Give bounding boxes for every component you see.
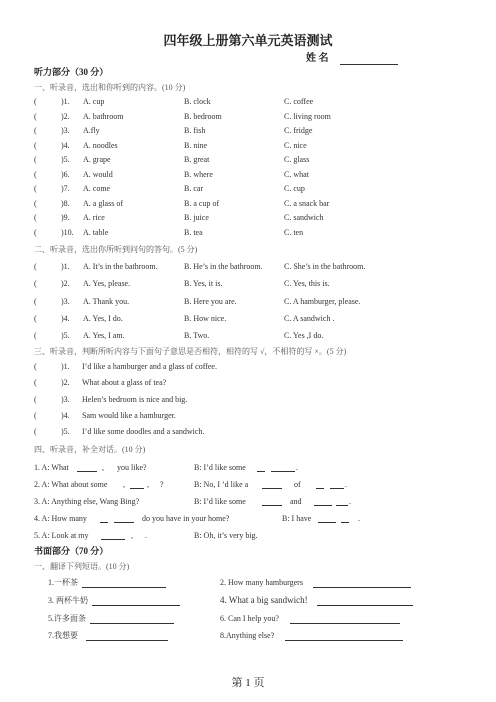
option-b: B. Here you are. xyxy=(184,296,237,306)
blank[interactable] xyxy=(114,522,134,523)
blank[interactable] xyxy=(271,471,295,472)
option-c: C. glass xyxy=(284,155,310,164)
statement-text: I’d like some doodles and a sandwich. xyxy=(82,427,205,437)
answer-bracket[interactable]: ( xyxy=(34,111,37,121)
option-b: B. a cup of xyxy=(184,198,220,208)
answer-bracket[interactable]: ( xyxy=(34,410,37,420)
translate-item-8: 8.Anything else? xyxy=(220,631,275,640)
option-a: A. would xyxy=(83,169,113,179)
answer-bracket[interactable]: ( xyxy=(34,331,37,341)
question-number: )5. xyxy=(61,331,70,341)
option-c: C. A sandwich . xyxy=(284,313,335,323)
option-a: A. noodles xyxy=(83,140,118,150)
blank[interactable] xyxy=(101,539,125,540)
question-number: )4. xyxy=(61,140,70,150)
option-b: B. bedroom xyxy=(184,111,222,121)
option-c: C. fridge xyxy=(284,126,313,135)
option-c: C. She’s in the bathroom. xyxy=(284,262,366,271)
option-b: B. nine xyxy=(184,140,208,150)
part4-instruction: 四、听录音，补全对话。(10 分) xyxy=(34,445,146,454)
question-number: )5. xyxy=(61,427,70,437)
translate-item-2: 2. How many hamburgers xyxy=(220,578,303,587)
option-a: A. grape xyxy=(83,155,111,164)
blank[interactable] xyxy=(341,522,349,523)
option-c: C. a snack bar xyxy=(284,198,330,208)
page-number: 第 1 页 xyxy=(231,677,265,689)
option-c: C. coffee xyxy=(284,97,314,106)
question-number: )1. xyxy=(61,262,70,271)
option-a: A. Yes, I do. xyxy=(83,313,123,323)
answer-bracket[interactable]: ( xyxy=(34,140,37,150)
option-b: B. Yes, it is. xyxy=(184,279,223,289)
option-b: B. How nice. xyxy=(184,313,227,323)
question-number: )1. xyxy=(61,362,70,371)
blank[interactable] xyxy=(336,505,348,506)
statement-text: Helen’s bedroom is nice and big. xyxy=(82,394,188,404)
question-number: )2. xyxy=(61,378,70,388)
answer-bracket[interactable]: ( xyxy=(34,394,37,404)
translate-item-5: 5.许多面条 xyxy=(48,614,86,623)
option-b: B. clock xyxy=(184,97,211,106)
option-a: A. Thank you. xyxy=(83,296,130,306)
answer-bracket[interactable]: ( xyxy=(34,97,37,106)
translate-item-7: 7.我想要 xyxy=(48,631,78,640)
option-c: C. cup xyxy=(284,184,305,193)
part1-instruction: 一、听录音，选出和你听到的内容。(10 分) xyxy=(34,83,186,92)
answer-bracket[interactable]: ( xyxy=(34,126,37,135)
dialog2-a2: , xyxy=(123,480,125,489)
answer-line[interactable] xyxy=(90,623,174,624)
question-number: )6. xyxy=(61,169,70,179)
translate-item-1: 1.一杯茶 xyxy=(48,578,78,587)
option-a: A. come xyxy=(83,184,111,193)
page-title: 四年级上册第六单元英语测试 xyxy=(163,33,333,48)
option-b: B. where xyxy=(184,169,213,179)
listening-header: 听力部分（30 分） xyxy=(34,67,109,77)
question-number: )4. xyxy=(61,313,70,323)
dialog2-b3: . xyxy=(345,480,347,489)
question-number: )10. xyxy=(61,227,74,237)
dialog4-b2: . xyxy=(358,514,360,523)
question-number: )4. xyxy=(61,410,70,420)
option-a: A. rice xyxy=(83,213,105,222)
translate-item-3: 3. 两杯牛奶 xyxy=(48,596,88,605)
dialog2-b2: of xyxy=(294,480,301,489)
statement-text: What about a glass of tea? xyxy=(82,378,167,388)
dialog2-b1: B: No, I ’d like a xyxy=(194,480,249,489)
answer-line[interactable] xyxy=(92,605,180,606)
option-b: B. great xyxy=(184,155,210,164)
answer-bracket[interactable]: ( xyxy=(34,184,37,193)
answer-line[interactable] xyxy=(317,605,413,606)
option-b: B. juice xyxy=(184,213,209,222)
blank[interactable] xyxy=(318,522,336,523)
option-c: C. Yes, this is. xyxy=(284,279,330,289)
option-a: A. cup xyxy=(83,97,105,106)
option-a: A. Yes, I am. xyxy=(83,331,125,341)
answer-bracket[interactable]: ( xyxy=(34,262,37,271)
dialog1-b1: B: I’d like some xyxy=(194,463,246,472)
blank[interactable] xyxy=(316,488,324,489)
option-c: C. living room xyxy=(284,111,331,121)
blank[interactable] xyxy=(77,471,97,472)
statement-text: Sam would like a hamburger. xyxy=(82,410,176,420)
option-c: C. Yes ,I do. xyxy=(284,331,324,341)
blank[interactable] xyxy=(262,488,282,489)
blank[interactable] xyxy=(314,505,332,506)
answer-bracket[interactable]: ( xyxy=(34,378,37,388)
answer-bracket[interactable]: ( xyxy=(34,213,37,222)
name-label: 姓 名 xyxy=(306,53,329,64)
answer-bracket[interactable]: ( xyxy=(34,427,37,437)
dialog2-a4: ? xyxy=(160,480,164,489)
question-number: )2. xyxy=(61,279,70,289)
dialog5-a1: 5. A: Look at my xyxy=(34,531,89,540)
answer-bracket[interactable]: ( xyxy=(34,296,37,306)
answer-line[interactable] xyxy=(290,623,400,624)
question-number: )3. xyxy=(61,394,70,404)
dialog2-a1: 2. A: What about some xyxy=(34,480,108,489)
option-b: B. car xyxy=(184,184,204,193)
option-c: C. A hamburger, please. xyxy=(284,296,361,306)
dialog5-a3: . xyxy=(145,531,147,540)
option-a: A. Yes, please. xyxy=(83,279,131,289)
blank[interactable] xyxy=(330,488,344,489)
question-number: )3. xyxy=(61,296,70,306)
dialog4-a2: do you have in your home? xyxy=(142,514,230,523)
part2-instruction: 二、听录音，选出你所听到问句的答句。(5 分) xyxy=(34,245,198,254)
dialog4-b1: B: I have xyxy=(282,514,312,523)
blank[interactable] xyxy=(100,522,108,523)
question-number: )7. xyxy=(61,184,70,193)
blank[interactable] xyxy=(262,505,282,506)
question-number: )2. xyxy=(61,111,70,121)
blank[interactable] xyxy=(130,488,144,489)
dialog1-a2: , xyxy=(102,463,104,472)
option-a: A. table xyxy=(83,227,109,237)
dialog5-a2: , xyxy=(131,531,133,540)
answer-bracket[interactable]: ( xyxy=(34,198,37,208)
answer-bracket[interactable]: ( xyxy=(34,279,37,289)
dialog5-b1: B: Oh, it’s very big. xyxy=(194,531,258,540)
answer-bracket[interactable]: ( xyxy=(34,155,37,164)
dialog1-a3: you like? xyxy=(117,463,147,472)
question-number: )1. xyxy=(61,97,70,106)
answer-line[interactable] xyxy=(285,640,403,641)
dialog3-b1: B: I’d like some xyxy=(194,497,246,506)
dialog4-a1: 4. A: How many xyxy=(34,514,87,523)
option-b: B. tea xyxy=(184,227,203,237)
answer-line[interactable] xyxy=(313,587,411,588)
question-number: )8. xyxy=(61,198,70,208)
dialog3-b3: . xyxy=(349,497,351,506)
dialog3-b2: and xyxy=(290,497,302,506)
answer-bracket[interactable]: ( xyxy=(34,227,37,237)
dialog1-a1: 1. A: What xyxy=(34,463,69,472)
name-field-line[interactable] xyxy=(340,64,398,65)
option-b: B. fish xyxy=(184,126,206,135)
statement-text: I’d like a hamburger and a glass of coffee. xyxy=(82,362,217,371)
question-number: )9. xyxy=(61,213,70,222)
option-b: B. Two. xyxy=(184,331,210,341)
blank[interactable] xyxy=(257,471,265,472)
translate-item-4: 4. What a big sandwich! xyxy=(220,595,308,605)
option-c: C. sandwich xyxy=(284,213,324,222)
option-c: C. what xyxy=(284,169,309,179)
option-a: A. bathroom xyxy=(83,111,124,121)
question-number: )5. xyxy=(61,155,70,164)
answer-line[interactable] xyxy=(82,587,166,588)
dialog1-b2: . xyxy=(296,463,298,472)
answer-line[interactable] xyxy=(86,640,168,641)
writing-header: 书面部分（70 分） xyxy=(34,546,109,556)
option-c: C. ten xyxy=(284,227,304,237)
option-c: C. nice xyxy=(284,140,307,150)
answer-bracket[interactable]: ( xyxy=(34,169,37,179)
option-a: A. It’s in the bathroom. xyxy=(83,262,158,271)
option-b: B. He’s in the bathroom. xyxy=(184,262,263,271)
dialog2-a3: , xyxy=(147,480,149,489)
writing-part1-instruction: 一、翻译下列短语。(10 分) xyxy=(34,562,130,571)
option-a: A.fly xyxy=(83,126,100,135)
dialog3-a1: 3. A: Anything else, Wang Bing? xyxy=(34,497,140,506)
question-number: )3. xyxy=(61,126,70,135)
translate-item-6: 6. Can I help you? xyxy=(220,614,279,623)
answer-bracket[interactable]: ( xyxy=(34,362,37,371)
part3-instruction: 三、听录音，判断所听内容与下面句子意思是否相符，相符的写 √，不相符的写 ×。(5 分) xyxy=(34,347,347,356)
option-a: A. a glass of xyxy=(83,198,123,208)
answer-bracket[interactable]: ( xyxy=(34,313,37,323)
